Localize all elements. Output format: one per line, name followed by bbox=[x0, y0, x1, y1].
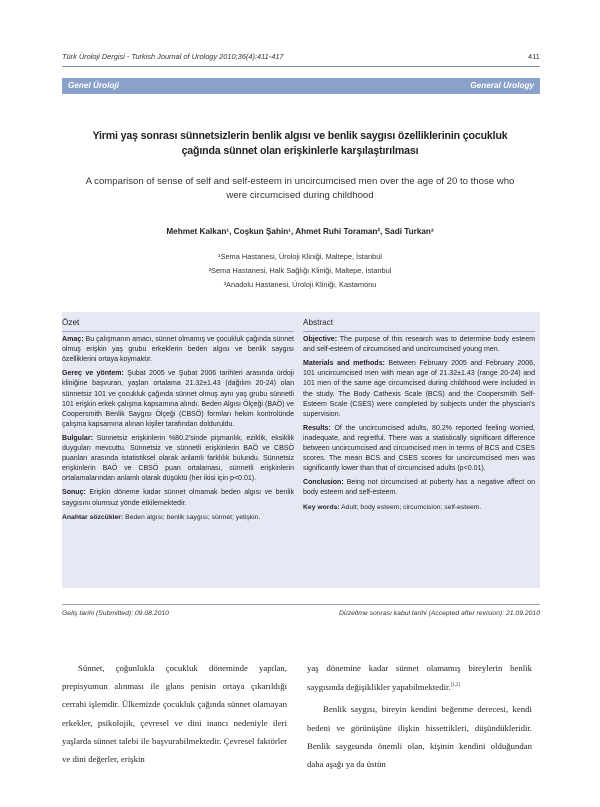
page-number: 411 bbox=[528, 52, 540, 61]
ozet-bulgular bbox=[62, 434, 294, 484]
journal-citation: Türk Üroloji Dergisi - Turkish Journal of Urology 2010;36(4):411-417 bbox=[62, 52, 284, 61]
body-column-right bbox=[307, 659, 532, 773]
abstract-methods bbox=[303, 359, 535, 420]
abstract-results-label: Results: bbox=[303, 424, 331, 432]
title-en-line-1: A comparison of sense of self and self-esteem in uncircumcised men over the age of 20 to those who bbox=[85, 176, 515, 187]
ozet-column bbox=[62, 318, 294, 527]
ozet-amac bbox=[62, 335, 294, 365]
ozet-amac-text: Bu çalışmanın amacı, sünnet olmamış ve çocukluk çağında sünnet olmuş erişkin yaş grubu erkeklerin beden algısı ve benlik saygısı özelliklerini ortaya koymaktır. bbox=[62, 336, 294, 364]
ozet-keywords-text: Beden algısı; benlik saygısı; sünnet; yetişkin. bbox=[123, 513, 261, 521]
title-en-line-2: were circumcised during childhood bbox=[226, 190, 374, 201]
abstract-objective-text: The purpose of this research was to determine body esteem and self-esteem of circumcised and uncircumcised young men. bbox=[303, 336, 535, 354]
abstract-column bbox=[303, 318, 535, 517]
ozet-gerec-label: Gereç ve yöntem: bbox=[62, 370, 124, 378]
ozet-gerec-text: Şubat 2005 ve Şubat 2006 tarihleri arasında ürdoji kliniğine başvuran, yaşları ortalama 21.32±1.43 (dağılım 20-24) olan sünnetsiz 101 ve çocukluk çağında sünnet olmuş aynı yaş grubu sünnetli 101 erişkin erkek çalışma kapsamına alındı. Beden Algısı Ölçeği (BAÖ) ve Coopersmith Benlik Saygısı Ölçeği (CBSÖ) formları hekim kontrolünde çalışma kapsamına alınan kişiler tarafından dolduruldu. bbox=[62, 370, 294, 428]
ozet-sonuc bbox=[62, 488, 294, 508]
abstract-conclusion-text: Being not circumcised at puberty has a negative affect on body esteem and self-esteem. bbox=[303, 479, 535, 497]
affiliation-3: ³Anadolu Hastanesi, Üroloji Kliniği, Kastamonu bbox=[223, 280, 377, 289]
title-turkish bbox=[70, 129, 530, 159]
abstract-heading: Abstract bbox=[303, 318, 334, 327]
affiliation-1: ¹Sema Hastanesi, Üroloji Kliniği, Maltepe, İstanbul bbox=[218, 252, 382, 261]
body-column-left bbox=[62, 659, 287, 768]
ozet-bulgular-label: Bulgular: bbox=[62, 434, 93, 442]
body-paragraph: Sünnet, çoğunlukla çocukluk döneminde yapılan, prepisyumun alınması ile glans penisin ortaya çıkarıldığı cerrahi işlemdir. Ülkemizde çocukluk çağında sünnet olamayan erkekler, psikolojik, çevresel ve dini inancı nedeniyle ileri yaşlarda sünnet talebi ile başvurabilmektedir. Çevresel faktörler ve dini değerler, erişkin bbox=[62, 663, 287, 765]
title-tr-line-2: çağında sünnet olan erişkinlerle karşılaştırılması bbox=[181, 145, 419, 157]
author-list: Mehmet Kalkan¹, Coşkun Şahin¹, Ahmet Ruhi Toraman², Sadi Turkan³ bbox=[166, 227, 434, 236]
dates-divider bbox=[62, 604, 540, 605]
body-paragraph: Benlik saygısı, bireyin kendini beğenme derecesi, kendi bedeni ve görünüşüne ilişkin hissettikleri, düşündükleridir. Benlik saygısında önemli olan, kişinin kendini olduğundan daha aşağı ya da üstün bbox=[307, 704, 532, 769]
abstract-divider bbox=[303, 331, 535, 332]
section-bar bbox=[62, 78, 540, 94]
abstract-keywords-label: Key words: bbox=[303, 503, 340, 511]
section-label-tr: Genel Üroloji bbox=[68, 81, 119, 90]
accepted-date: Düzeltme sonrası kabul tarihi (Accepted after revision): 21.09.2010 bbox=[339, 610, 540, 617]
ozet-bulgular-text: Sünnetsiz erişkinlerin %80.2'sinde pişmanlık, eziklik, eksiklik duyguları mevcuttu. Sünnetsiz ve sünnetli erişkinlerin BAÖ ve CBSÖ puanları arasında istatistiksel olarak anlamlı farklılık bulundu. Sünnetsiz erişkinlerin BAÖ ve CBSÖ puan ortalaması, sünnetli erişkinlerin ortalamalarından anlamlı olarak düşüktü (her ikisi için p<0.01). bbox=[62, 434, 294, 483]
header-divider bbox=[62, 66, 540, 67]
abstract-objective-label: Objective: bbox=[303, 336, 338, 344]
citation-reference[interactable]: [1,2] bbox=[450, 683, 461, 689]
title-english bbox=[60, 175, 540, 203]
ozet-keywords bbox=[62, 513, 294, 523]
body-paragraph bbox=[307, 659, 532, 696]
abstract-methods-label: Materials and methods: bbox=[303, 360, 385, 368]
section-label-en: General Urology bbox=[470, 81, 534, 90]
ozet-sonuc-text: Erişkin döneme kadar sünnet olmamak beden algısı ve benlik saygısını olumsuz yönde etkilemektedir. bbox=[62, 489, 294, 507]
abstract-results bbox=[303, 424, 535, 474]
ozet-amac-label: Amaç: bbox=[62, 336, 84, 344]
abstract-keywords bbox=[303, 503, 535, 513]
affiliation-2: ²Sema Hastanesi, Halk Sağlığı Kliniği, Maltepe, İstanbul bbox=[208, 266, 392, 275]
abstract-methods-text: Between February 2005 and February 2006, 101 uncircumcised men with mean age of 21.32±1.43 (range 20-24) and 101 men of the same age circumcised during childhood were included in the study. The Body Cathexis Scale (BCS) and the Coopersmith Self-Esteem Scale (CSES) were completed by subjects under the physcian's supervision. bbox=[303, 360, 535, 418]
body-paragraph-text: yaş dönemine kadar sünnet olamamış bireylerin benlik saygısında değişiklikler yapabilmektedir. bbox=[307, 663, 532, 693]
title-tr-line-1: Yirmi yaş sonrası sünnetsizlerin benlik algısı ve benlik saygısı özelliklerinin çocukluk bbox=[92, 130, 508, 142]
abstract-conclusion bbox=[303, 478, 535, 498]
ozet-gerec bbox=[62, 369, 294, 430]
abstract-results-text: Of the uncircumcised adults, 80.2% reported feeling worried, inadequate, and regretful. There was a statistically significant difference between uncircumcised and circumcised men in terms of BCS and CSES scores. The mean BCS and CSES scores for uncircumcised men was significantly lower than that of circumcised adults (p<0.01). bbox=[303, 424, 535, 473]
abstract-objective bbox=[303, 335, 535, 355]
ozet-keywords-label: Anahtar sözcükler: bbox=[62, 513, 124, 521]
ozet-sonuc-label: Sonuç: bbox=[62, 489, 86, 497]
submitted-date: Geliş tarihi (Submitted): 09.08.2010 bbox=[62, 610, 169, 617]
abstract-conclusion-label: Conclusion: bbox=[303, 479, 344, 487]
ozet-heading: Özet bbox=[62, 318, 80, 327]
abstract-keywords-text: Adult; body esteem; circumcision; self-esteem. bbox=[339, 503, 482, 511]
ozet-divider bbox=[62, 331, 294, 332]
